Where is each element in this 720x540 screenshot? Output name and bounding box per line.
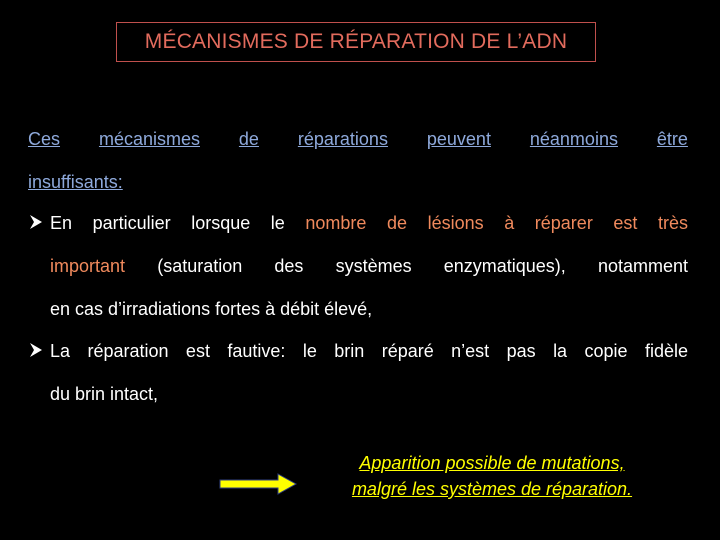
bullet-1-line-2	[50, 245, 688, 288]
intro-word: réparations	[297, 129, 388, 149]
conclusion	[312, 450, 672, 502]
slide-title: MÉCANISMES DE RÉPARATION DE L’ADN	[144, 30, 568, 53]
arrowhead-bullet-icon	[28, 202, 50, 331]
intro-word: de	[238, 129, 259, 149]
title-box	[116, 22, 596, 62]
intro-line-2	[28, 161, 688, 204]
intro-word: peuvent	[426, 129, 491, 149]
intro-paragraph	[28, 118, 688, 204]
intro-word: être	[656, 129, 688, 149]
bullet-2-line-1: La réparation est fautive: le brin réparé n’est pas la copie fidèle	[50, 341, 688, 361]
bullet-1-highlight: nombre de lésions à réparer est très	[305, 213, 688, 233]
bullet-2	[28, 330, 688, 416]
intro-word: mécanismes	[98, 129, 200, 149]
bullet-1-text: (saturation des systèmes enzymatiques), notamment	[125, 256, 688, 276]
intro-line-1	[28, 118, 688, 161]
arrowhead-bullet-icon	[28, 330, 50, 416]
bullet-1-line-1	[50, 202, 688, 245]
conclusion-line-2: malgré les systèmes de réparation.	[351, 479, 633, 499]
right-arrow-icon	[218, 472, 298, 496]
bullet-1-line-3: en cas d’irradiations fortes à débit élevé,	[50, 299, 373, 319]
intro-word: insuffisants:	[28, 172, 123, 192]
conclusion-line-1: Apparition possible de mutations,	[359, 453, 625, 473]
intro-word: Ces	[28, 129, 61, 149]
bullet-1-highlight: important	[50, 256, 126, 276]
bullet-1-text: En particulier lorsque le	[50, 213, 306, 233]
bullet-2-line-2: du brin intact,	[50, 384, 159, 404]
intro-word: néanmoins	[529, 129, 618, 149]
bullet-1	[28, 202, 688, 331]
